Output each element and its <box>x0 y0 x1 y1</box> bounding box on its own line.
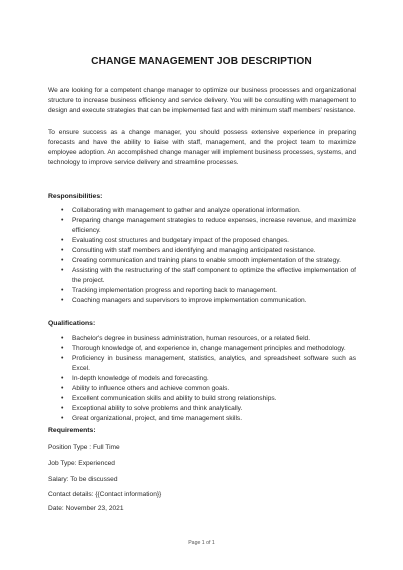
position-type: Position Type : Full Time <box>48 444 120 451</box>
list-item: • Collaborating with management to gather and analyze operational information. <box>48 206 356 216</box>
list-item: • Thorough knowledge of, and experience in, change management principles and methodology. <box>48 344 356 354</box>
date: Date: November 23, 2021 <box>48 505 124 512</box>
responsibilities-heading: Responsibilities: <box>48 193 103 200</box>
list-item: • Exceptional ability to solve problems and think analytically. <box>48 404 356 414</box>
intro-paragraph-1: We are looking for a competent change manager to optimize our business processes and organizational structure to increase business efficiency and service delivery. You will be consulting with management to design and execute strategies that can be implemented fast and with minimum staff members' resistance. <box>48 87 356 114</box>
qualifications-heading: Qualifications: <box>48 320 96 327</box>
intro-paragraph-2: To ensure success as a change manager, you should possess extensive experience in preparing forecasts and have the ability to liaise with staff, management, and the project team to maximize employee adoption. An accomplished change manager will implement business processes, systems, and technology to improve service delivery and streamline processes. <box>48 129 356 166</box>
salary: Salary: To be discussed <box>48 476 118 483</box>
list-item: • Tracking implementation progress and reporting back to management. <box>48 286 356 296</box>
job-type: Job Type: Experienced <box>48 460 115 467</box>
responsibilities-list <box>48 206 356 306</box>
list-item: • Consulting with staff members and identifying and managing anticipated resistance. <box>48 246 356 256</box>
list-item: • Creating communication and training plans to enable smooth implementation of the strategy. <box>48 256 356 266</box>
list-item: • Excellent communication skills and ability to build strong relationships. <box>48 394 356 404</box>
list-item: • Proficiency in business management, statistics, analytics, and spreadsheet software such as Excel. <box>48 354 356 374</box>
list-item: • Bachelor's degree in business administration, human resources, or a related field. <box>48 334 356 344</box>
list-item: • Evaluating cost structures and budgetary impact of the proposed changes. <box>48 236 356 246</box>
list-item: • Ability to influence others and achieve common goals. <box>48 384 356 394</box>
page-number: Page 1 of 1 <box>188 540 215 546</box>
contact-details: Contact details: {{Contact information}} <box>48 491 162 498</box>
list-item: • Preparing change management strategies to reduce expenses, increase revenue, and maximize efficiency. <box>48 216 356 236</box>
document-title: CHANGE MANAGEMENT JOB DESCRIPTION <box>91 56 312 67</box>
list-item: • In-depth knowledge of models and forecasting. <box>48 374 356 384</box>
list-item: • Assisting with the restructuring of the staff component to optimize the effective implementation of the project. <box>48 266 356 286</box>
list-item: • Coaching managers and supervisors to improve implementation communication. <box>48 296 356 306</box>
requirements-heading: Requirements: <box>48 427 96 434</box>
qualifications-list <box>48 334 356 424</box>
list-item: • Great organizational, project, and time management skills. <box>48 414 356 424</box>
